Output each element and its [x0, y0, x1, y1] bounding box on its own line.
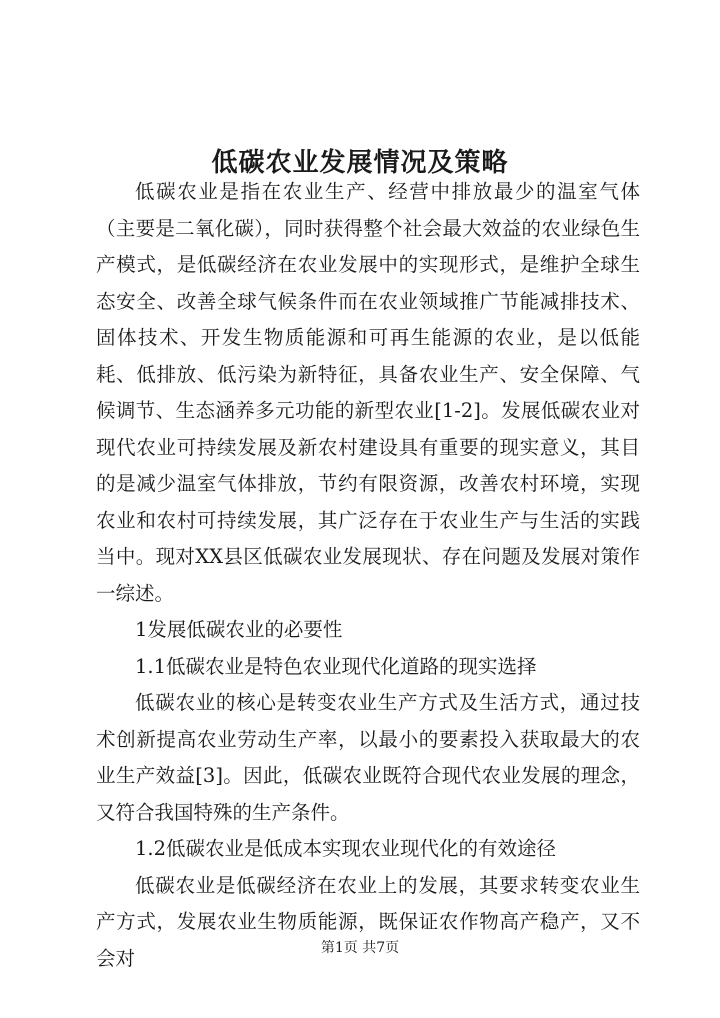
section-heading-1: 1发展低碳农业的必要性 [135, 618, 343, 641]
document-body [96, 174, 640, 977]
paragraph-1-1: 低碳农业的核心是转变农业生产方式及生活方式，通过技术创新提高农业劳动生产率，以最小的要素投入获取最大的农业生产效益[3]。因此，低碳农业既符合现代农业发展的理念，又符合我国特殊的生产条件。 [96, 691, 640, 824]
document-title: 低碳农业发展情况及策略 [211, 148, 509, 179]
page-footer: 第1页 共7页 [320, 940, 400, 956]
paragraph-1-2: 低碳农业是低碳经济在农业上的发展，其要求转变农业生产方式，发展农业生物质能源，既保证农作物高产稳产，又不会对 [96, 873, 640, 970]
paragraph-intro: 低碳农业是指在农业生产、经营中排放最少的温室气体（主要是二氧化碳），同时获得整个社会最大效益的农业绿色生产模式，是低碳经济在农业发展中的实现形式，是维护全球生态安全、改善全球气候条件而在农业领域推广节能减排技术、固体技术、开发生物质能源和可再生能源的农业，是以低能耗、低排放、低污染为新特征，具备农业生产、安全保障、气候调节、生态涵养多元功能的新型农业[1-2]。发展低碳农业对现代农业可持续发展及新农村建设具有重要的现实意义，其目的是减少温室气体排放，节约有限资源，改善农村环境，实现农业和农村可持续发展，其广泛存在于农业生产与生活的实践当中。现对XX县区低碳农业发展现状、存在问题及发展对策作一综述。 [96, 180, 640, 605]
subsection-heading-1-1: 1.1低碳农业是特色农业现代化道路的现实选择 [135, 654, 537, 678]
subsection-heading-1-2: 1.2低碳农业是低成本实现农业现代化的有效途径 [135, 837, 557, 860]
